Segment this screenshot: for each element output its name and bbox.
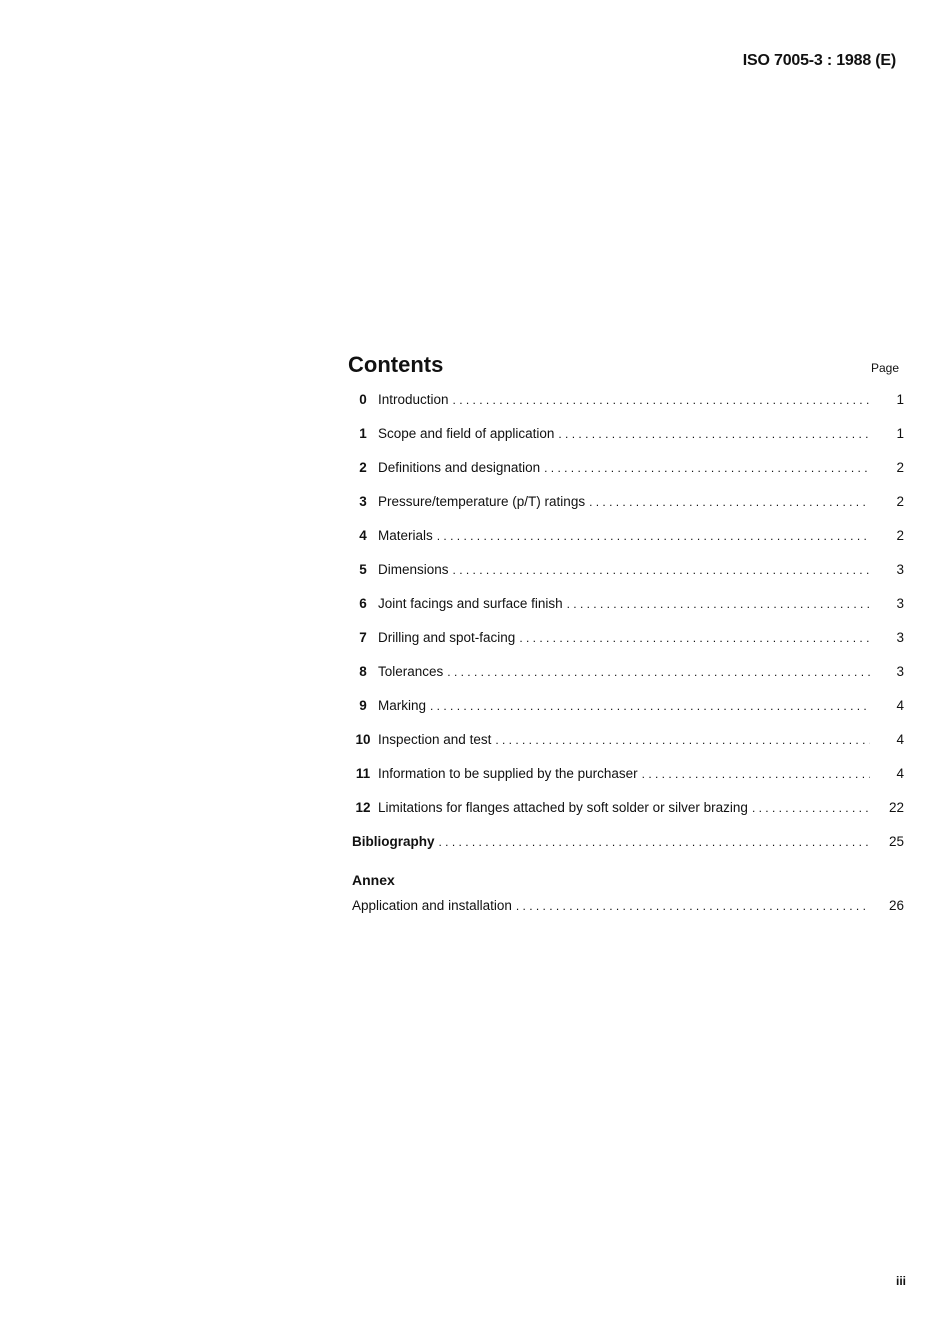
annex-heading: Annex: [352, 872, 395, 888]
dot-leader: [447, 665, 870, 679]
toc-entry-page: 22: [888, 800, 904, 815]
toc-entry-page: 4: [896, 732, 904, 747]
contents-header: [348, 352, 904, 378]
dot-leader: [495, 733, 870, 747]
toc-entry-page: 4: [896, 698, 904, 713]
dot-leader: [437, 529, 870, 543]
toc-entry-number: 10: [355, 732, 371, 747]
toc-entry-title: Materials: [378, 528, 433, 543]
toc-entry[interactable]: [348, 460, 904, 494]
toc-entry[interactable]: [348, 766, 904, 800]
toc-entry[interactable]: [348, 698, 904, 732]
toc-entry-page: 3: [896, 664, 904, 679]
dot-leader: [589, 495, 870, 509]
dot-leader: [453, 563, 870, 577]
page-number: iii: [895, 1274, 906, 1288]
toc-entry-number: 7: [359, 630, 367, 645]
document-id: ISO 7005-3 : 1988 (E): [742, 52, 896, 69]
toc-entry-page: 3: [896, 630, 904, 645]
toc-entry-title: Inspection and test: [378, 732, 492, 747]
dot-leader: [544, 461, 870, 475]
bibliography-title: Bibliography: [352, 834, 435, 849]
toc-entry-number: 0: [359, 392, 367, 407]
dot-leader: [642, 767, 870, 781]
toc-entry-number: 4: [359, 528, 367, 543]
contents-title: Contents: [348, 352, 444, 377]
toc-entry-page: 3: [896, 562, 904, 577]
annex-page: 26: [888, 898, 904, 913]
toc-entry-number: 5: [359, 562, 367, 577]
toc-entry-number: 6: [359, 596, 367, 611]
toc-entry-page: 4: [896, 766, 904, 781]
toc-entry-number: 8: [359, 664, 367, 679]
dot-leader: [516, 899, 870, 913]
toc-entry-title: Drilling and spot-facing: [378, 630, 516, 645]
dot-leader: [752, 801, 870, 815]
toc-entry[interactable]: [348, 664, 904, 698]
toc-entry-title: Introduction: [378, 392, 449, 407]
toc-entry-title: Marking: [378, 698, 427, 713]
toc-entry-number: 1: [359, 426, 367, 441]
annex-title: Application and installation: [352, 898, 512, 913]
toc-entry[interactable]: [348, 732, 904, 766]
toc-entry-annex[interactable]: [348, 898, 904, 932]
toc-entry-title: Dimensions: [378, 562, 449, 577]
toc-entry-number: 12: [355, 800, 371, 815]
toc-entry[interactable]: [348, 426, 904, 460]
dot-leader: [519, 631, 870, 645]
table-of-contents: [348, 352, 904, 932]
toc-entry-page: 1: [896, 426, 904, 441]
toc-entry-title: Definitions and designation: [378, 460, 541, 475]
toc-entry[interactable]: [348, 562, 904, 596]
toc-entry[interactable]: [348, 528, 904, 562]
toc-entry-title: Tolerances: [378, 664, 444, 679]
toc-entry[interactable]: [348, 630, 904, 664]
toc-entry-title: Scope and field of application: [378, 426, 555, 441]
toc-entry-number: 2: [359, 460, 367, 475]
toc-entry-bibliography[interactable]: [348, 834, 904, 868]
toc-entry[interactable]: [348, 392, 904, 426]
toc-entry-title: Information to be supplied by the purchaser: [378, 766, 638, 781]
toc-entry-number: 9: [359, 698, 367, 713]
page-column-label: Page: [870, 361, 899, 375]
toc-entry-page: 3: [896, 596, 904, 611]
toc-entry[interactable]: [348, 800, 904, 834]
toc-entry-title: Joint facings and surface finish: [378, 596, 563, 611]
toc-entry[interactable]: [348, 494, 904, 528]
dot-leader: [430, 699, 870, 713]
toc-entry-number: 11: [355, 766, 371, 781]
toc-entry-page: 2: [896, 460, 904, 475]
toc-entry-page: 2: [896, 494, 904, 509]
toc-entry-title: Pressure/temperature (p/T) ratings: [378, 494, 586, 509]
toc-entry-number: 3: [359, 494, 367, 509]
toc-entry-page: 2: [896, 528, 904, 543]
dot-leader: [558, 427, 870, 441]
toc-entry[interactable]: [348, 596, 904, 630]
toc-entry-title: Limitations for flanges attached by soft solder or silver brazing: [378, 800, 748, 815]
toc-entry-page: 1: [896, 392, 904, 407]
dot-leader: [567, 597, 870, 611]
bibliography-page: 25: [888, 834, 904, 849]
dot-leader: [439, 835, 870, 849]
dot-leader: [453, 393, 870, 407]
